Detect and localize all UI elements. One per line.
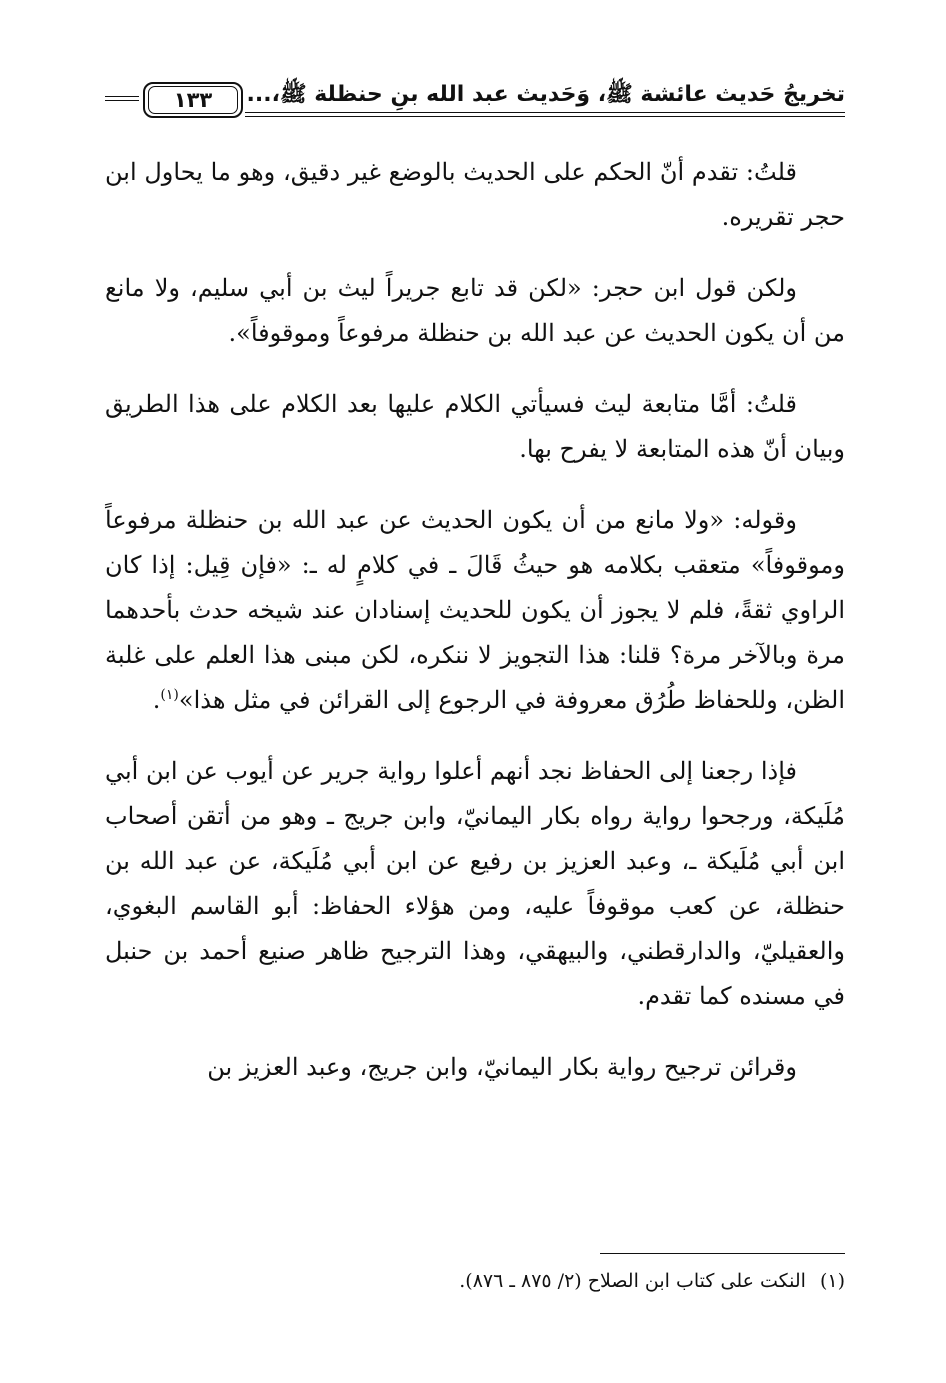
running-header [105,76,845,126]
footnote-number: (١) [819,1270,845,1292]
paragraph: قلتُ: تقدم أنّ الحكم على الحديث بالوضع غير دقيق، وهو ما يحاول ابن حجر تقريره. [105,158,845,231]
header-rule-left [105,96,139,101]
footnote-separator [600,1253,845,1254]
footnote-text: النكت على كتاب ابن الصلاح (٢/ ٨٧٥ ـ ٨٧٦). [459,1270,806,1292]
main-text [105,150,845,1090]
paragraph: قلتُ: أمَّا متابعة ليث فسيأتي الكلام عليها بعد الكلام على هذا الطريق وبيان أنّ هذه المتابعة لا يفرح بها. [105,390,845,463]
footnote-reference[interactable]: (١) [160,687,179,703]
paragraph: فإذا رجعنا إلى الحفاظ نجد أنهم أعلوا رواية جرير عن أيوب عن ابن أبي مُلَيكة، ورجحوا رواية رواه بكار اليمانيّ، وابن جريج ـ وهو من أتقن أصحاب ابن أبي مُلَيكة ـ، وعبد العزيز بن رفيع عن ابن أبي مُلَيكة، عن عبد الله بن حنظلة، عن كعب موقوفاً عليه، ومن هؤلاء الحفاظ: أبو القاسم البغوي، والعقيليّ، والدارقطني، والبيهقي، وهذا الترجيح ظاهر صنيع أحمد بن حنبل في مسنده كما تقدم. [104,757,845,1010]
paragraph [105,498,845,723]
page-number: ١٣٣ [148,86,238,114]
footnote [105,1265,845,1297]
paragraph-end: . [152,686,161,714]
paragraph: وقرائن ترجيح رواية بكار اليمانيّ، وابن جريج، وعبد العزيز بن [207,1053,797,1081]
header-rule [245,112,845,117]
page-number-frame [143,82,243,118]
footnotes [105,1265,845,1297]
paragraph: ولكن قول ابن حجر: «لكن قد تابع جريراً ليث بن أبي سليم، ولا مانع من أن يكون الحديث عن عبد الله بن حنظلة مرفوعاً وموقوفاً». [105,274,845,347]
header-title: تخريجُ حَديث عائشة ﷺ، وَحَديث عبد الله بنِ حنظلة ﷺ،... [246,82,845,107]
paragraph-text: وقوله: «ولا مانع من أن يكون الحديث عن عبد الله بن حنظلة مرفوعاً وموقوفاً» متعقب بكلامه هو حيثُ قَالَ ـ في كلامٍ له ـ: «فإن قِيل: إذا كان الراوي ثقةً، فلم لا يجوز أن يكون للحديث إسنادان عند شيخه حدث بأحدهما مرة وبالآخر مرة؟ قلنا: هذا التجويز لا ننكره، لكن مبنى هذا العلم على غلبة الظن، وللحفاظ طُرُق معروفة في الرجوع إلى القرائن في مثل هذا» [105,506,846,714]
